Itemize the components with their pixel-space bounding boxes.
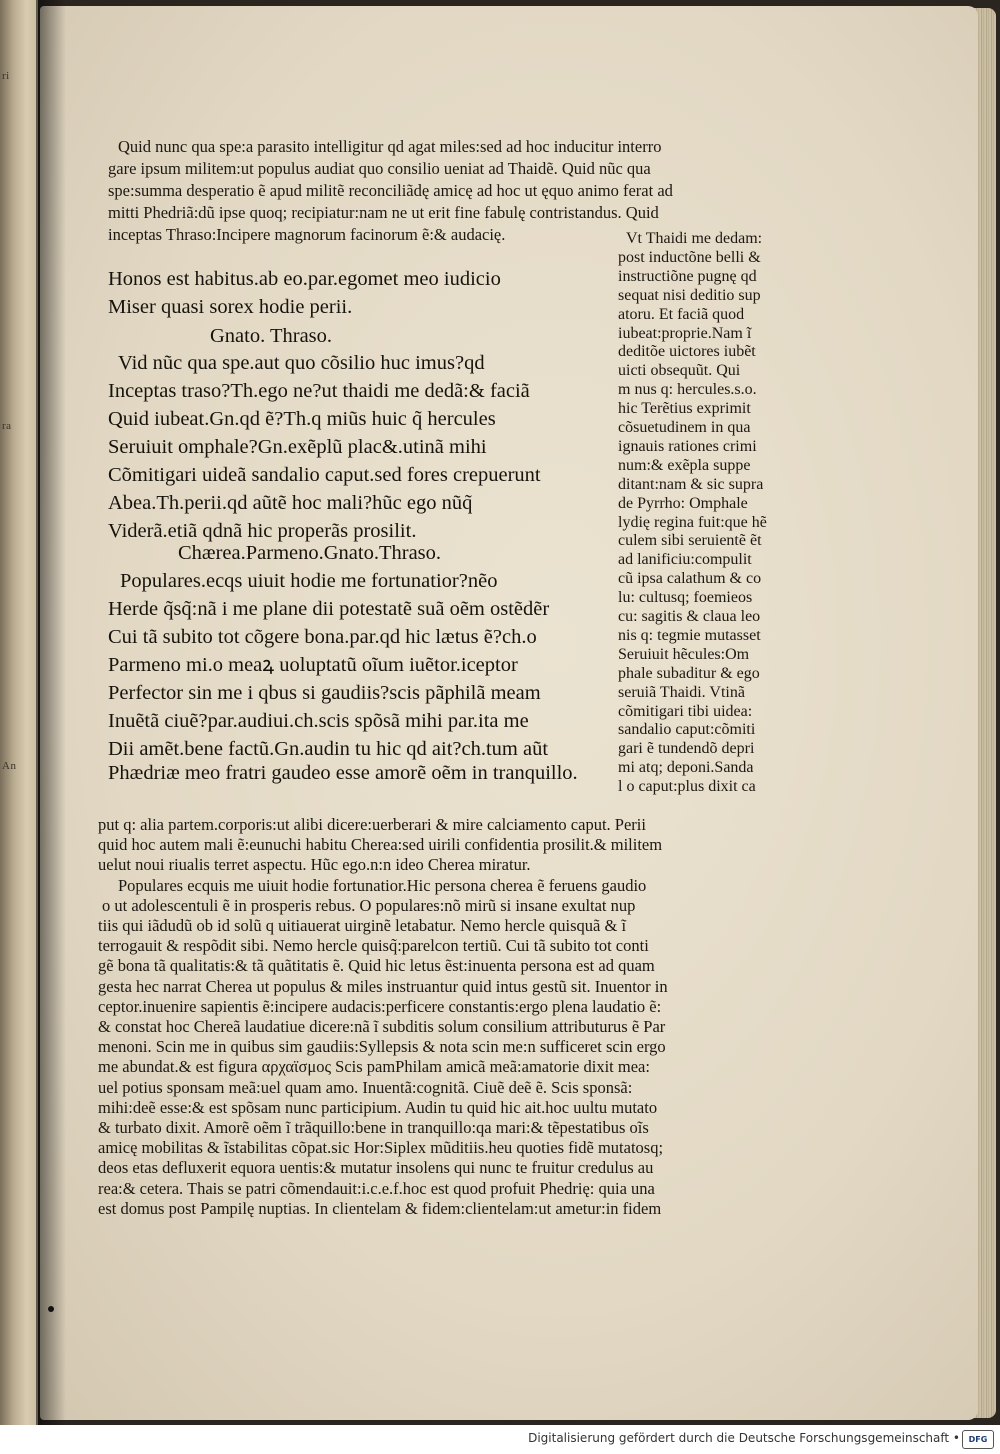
gloss-line: mi atq; deponi.Sanda [618,759,754,777]
verse-line: Miser quasi sorex hodie perii. [108,296,353,318]
dfg-logo-text: DFG [968,1435,988,1444]
verse-line: Cõmitigari uideã sandalio caput.sed fores crepuerunt [108,464,541,486]
gloss-line: de Pyrrho: Omphale [618,494,748,512]
gloss-line: Seruiuit hẽcules:Om [618,645,750,663]
commentary-line: mihi:deẽ esse:& est spõsam nunc participium. Audin tu quid hic ait.hoc uultu mutato [98,1097,658,1117]
commentary-line: uelut noui riualis terret aspectu. Hũc ego.n:n ideo Cherea miratur. [98,855,531,875]
commentary-line: ceptor.inuenire sapientis ẽ:incipere audacis:perficere constantis:ergo plena laudatio ẽ: [98,996,662,1016]
gloss-line: seruiã Thaidi. Vtinã [618,683,745,701]
verse-line: Chærea.Parmeno.Gnato.Thraso. [178,542,442,564]
gloss-line: sandalio caput:cõmiti [618,721,756,739]
gloss-line: cũ ipsa calathum & co [618,570,762,588]
gloss-line: deditõe uictores iubẽt [618,343,756,361]
gloss-line: sequat nisi deditio sup [618,286,761,304]
gloss-line: lu: cultusq; foemieos [618,589,753,607]
gloss-line: m nus q: hercules.s.o. [618,381,757,399]
commentary-line: Quid nunc qua spe:a parasito intelligitur qd agat miles:sed ad hoc inducitur interro [118,137,662,156]
verse-line: Honos est habitus.ab eo.par.egomet meo iudicio [108,268,501,290]
commentary-line: & turbato dixit. Amorẽ oẽm ĩ trãquillo:bene in tranquillo:qa mari:& tẽpestatibus oĩs [98,1118,649,1137]
commentary-line: gesta hec narrat Cherea ut populus & miles instruantur quid intus gestũ sit. Inuentor in [98,976,668,996]
gloss-line: cu: sagitis & claua leo [618,608,761,625]
commentary-line: quid hoc autem mali ẽ:eunuchi habitu Cherea:sed uirili confidentia prosilit.& militem [98,835,663,855]
commentary-line: uel potius sponsam meã:uel quam amo. Inuentã:cognitã. Ciuẽ deẽ ẽ. Scis sponsã: [98,1077,633,1097]
gloss-line: iubeat:proprie.Nam ĩ [618,324,752,342]
gloss-line: cõsuetudinem in qua [618,419,751,436]
commentary-line: est domus post Pampilę nuptias. In clientelam & fidem:clientelam:ut ametur:in fidem [98,1198,662,1218]
commentary-line: me abundat.& est figura αρχαϊσμος Scis pamPhilam amicã meã:amatorie dixit mea: [98,1057,650,1077]
facing-page-edge: ri ra An [0,0,38,1425]
verse-line: Populares.ecqs uiuit hodie me fortunatior?nẽo [120,570,498,592]
gloss-line: num:& exẽpla suppe [618,456,751,474]
gloss-line: cõmitigari tibi uidea: [618,702,753,720]
commentary-line: inceptas Thraso:Incipere magnorum facinorum ẽ:& audacię. [108,225,506,244]
footer-bar [0,1425,1000,1454]
gloss-line: ad lanificiu:compulit [618,551,752,569]
commentary-line: & constat hoc Chereã laudatiue dicere:nã ĩ subditis solum consilium attributurus ẽ Par [98,1017,666,1036]
verse-line: Dii amẽt.bene factũ.Gn.audin tu hic qd ait?ch.tum aũt [108,738,549,760]
verse-line: Gnato. Thraso. [210,325,333,347]
verse-line: Inuẽtã ciuẽ?par.audiui.ch.scis spõsã mihi par.ita me [108,710,529,732]
commentary-line: menoni. Scin me in quibus sim gaudiis:Syllepsis & nota scin me:n sufficeret scin ergo [98,1037,666,1057]
gloss-line: nis q: tegmie mutasset [618,626,761,644]
commentary-line: tiis qui iãdudũ ob id solũ q uitiauerat uirginẽ letabatur. Nemo hercle quisquã & ĩ [98,916,627,935]
gloss-line: uicti obsequũt. Qui [618,362,741,380]
commentary-line: amicę mobilitas & ĩstabilitas cõpat.sic Hor:Siplex mũditiis.heu quoties fidẽ mutatosq; [98,1138,664,1158]
commentary-line: terrogauit & respõdit sibi. Nemo hercle quisq̃:parelcon tertiũ. Cui tã subito tot conti [98,936,649,956]
commentary-line: put q: alia partem.corporis:ut alibi dicere:uerberari & mire calciamento caput. Perii [98,815,646,834]
gloss-line: phale subaditur & ego [618,664,760,682]
gloss-line: post inductõne belli & [618,248,761,266]
commentary-line: rea:& cetera. Thais se patri cõmendauit:i.c.e.f.hoc est quod profuit Phedrię: quia una [98,1178,655,1198]
footer-credit: Digitalisierung gefördert durch die Deutsche Forschungsgemeinschaft • [528,1431,960,1445]
gloss-line: Vt Thaidi me dedam: [626,230,763,247]
verse-line: Abea.Th.perii.qd aũtẽ hoc mali?hũc ego nũq̃ [108,492,473,514]
commentary-line: o ut adolescentuli ẽ in prosperis rebus. O populares:nõ mirũ si insane exultat nup [102,895,636,915]
gutter-shadow [36,0,66,1425]
verse-line: Viderã.etiã qdnã hic properãs prosilit. [108,520,417,542]
commentary-line: Populares ecquis me uiuit hodie fortunatior.Hic persona cherea ẽ feruens gaudio [118,875,647,895]
gloss-line: hic Terẽtius exprimit [618,400,751,418]
gloss-line: lydię regina fuit:que hẽ [618,513,767,531]
verse-line: Inceptas traso?Th.ego ne?ut thaidi me dedã:& faciã [108,380,530,402]
gloss-line: ditant:nam & sic supra [618,475,764,493]
gloss-line: l o caput:plus dixit ca [618,778,756,796]
dfg-logo[interactable] [962,1430,994,1449]
commentary-line: mitti Phedriã:dũ ipse quoq; recipiatur:nam ne ut erit fine fabulę contristandus. Quid [108,203,659,222]
ink-dot [48,1306,54,1312]
verse-line: Phædriæ meo fratri gaudeo esse amorẽ oẽm in tranquillo. [108,762,578,784]
verse-line: Cui tã subito tot cõgere bona.par.qd hic lætus ẽ?ch.o [108,626,537,648]
verse-line: Perfector sin me i qbus si gaudiis?scis pãphilã meam [108,682,541,704]
verse-line: Seruiuit omphale?Gn.exẽplũ plac&.utinã mihi [108,436,487,458]
gloss-line: ignauis rationes crimi [618,437,757,455]
gloss-line: instructiõne pugnę qd [618,267,757,285]
commentary-line: deos etas defluxerit equora uentis:& mutatur insolens qui nunc te fruitur credulus au [98,1158,654,1178]
gloss-line: gari ẽ tundendõ depri [618,740,755,758]
verse-line: Parmeno mi.o meaꝝ uoluptatũ oĩum iuẽtor.iceptor [108,654,518,676]
gloss-line: culem sibi seruientẽ ẽt [618,532,762,550]
verse-line: Vid nũc qua spe.aut quo cõsilio huc imus?qd [118,352,485,374]
commentary-line: gare ipsum militem:ut populus audiat quo consilio ueniat ad Thaidẽ. Quid nũc qua [108,159,651,178]
commentary-line: gẽ bona tã qualitatis:& tã quãtitatis ẽ. Quid hic letus ẽst:inuenta persona est ad quam [98,956,655,976]
verse-line: Quid iubeat.Gn.qd ẽ?Th.q miũs huic q̃ hercules [108,408,496,430]
commentary-line: spe:summa desperatio ẽ apud militẽ reconciliãdę amicę ad hoc ut ęquo animo ferat ad [108,181,673,200]
verse-line: Herde q̃sq̃:nã i me plane dii potestatẽ suã oẽm ostẽdẽr [108,598,550,620]
gloss-line: atoru. Et faciã quod [618,305,745,323]
